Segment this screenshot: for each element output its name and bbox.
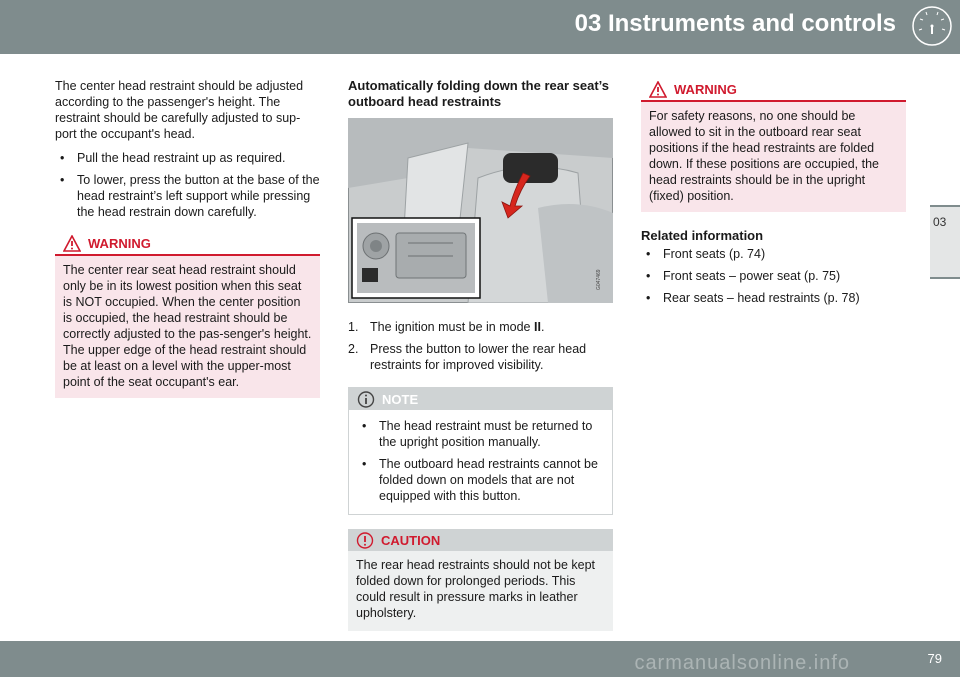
intro-paragraph: The center head restraint should be adjusted according to the passenger's height. The restraint should be carefully adjusted to sup-port the occupant's head. (55, 79, 304, 141)
page-footer (0, 641, 960, 677)
page-header (0, 0, 960, 54)
warning-triangle-icon (649, 81, 667, 98)
page-number: 79 (927, 651, 942, 666)
column-2 (348, 78, 613, 631)
note-title: NOTE (382, 392, 419, 407)
figure-code: G047469 (596, 269, 602, 290)
note-box (348, 387, 613, 515)
column-3 (641, 78, 906, 312)
note-bullet-list (357, 418, 604, 504)
chapter-tab (930, 205, 960, 279)
warning-triangle-icon (63, 235, 81, 252)
gauge-icon (910, 4, 954, 48)
section-heading: Automatically folding down the rear seat’s outboard head restraints (348, 78, 610, 109)
caution-text: The rear head restraints should not be kept folded down for prolonged periods. This could result in pressure marks in leather upholstery. (348, 551, 613, 631)
adjust-bullet-list (55, 150, 320, 220)
step-item: 2. Press the button to lower the rear head restraints for improved visibility. (348, 342, 587, 372)
warning-title: WARNING (674, 82, 737, 97)
steps-list (348, 319, 613, 373)
warning-text: The center rear seat head restraint should only be in its lowest position when this seat is NOT occupied. When the center position is occupied, the head restraint should be correctly adjusted to the pas-senger's height. The upper edge of the head restraint should be at least on a level with the upper-most point of the seat occupant's ear. (55, 256, 320, 398)
step-item: 1. The ignition must be in mode II. (348, 320, 545, 334)
info-icon (357, 391, 375, 408)
chapter-title: 03 Instruments and controls (574, 10, 896, 37)
warning-title: WARNING (88, 236, 151, 251)
caution-header (348, 529, 613, 551)
warning-box (641, 78, 906, 212)
caution-box (348, 529, 613, 631)
head-restraint-illustration (348, 118, 613, 303)
related-link[interactable]: • Front seats – power seat (p. 75) (641, 268, 906, 284)
note-header (349, 388, 612, 410)
caution-icon (356, 532, 374, 549)
warning-text: For safety reasons, no one should be allowed to sit in the outboard rear seat positions if the head restraints are folded down. If these positions are occupied, the head restraints should be in the upright (fixed) position. (641, 102, 906, 212)
related-link[interactable]: • Front seats (p. 74) (641, 246, 906, 262)
related-link[interactable]: • Rear seats – head restraints (p. 78) (641, 290, 906, 306)
warning-box (55, 232, 320, 398)
warning-header (55, 232, 320, 256)
watermark: carmanualsonline.info (634, 652, 850, 674)
chapter-tab-label: 03 (933, 215, 947, 229)
bullet-item: • To lower, press the button at the base of the head restraint’s left support while pressing the head restrain down carefully. (55, 172, 320, 220)
bullet-item: • The outboard head restraints cannot be folded down on models that are not equipped with this button. (357, 456, 604, 504)
bullet-item: • Pull the head restraint up as required. (55, 150, 320, 166)
related-list (641, 246, 906, 306)
column-1 (55, 78, 320, 398)
caution-title: CAUTION (381, 533, 441, 548)
warning-header (641, 78, 906, 102)
related-heading: Related information (641, 228, 764, 243)
bullet-item: • The head restraint must be returned to the upright position manually. (357, 418, 604, 450)
